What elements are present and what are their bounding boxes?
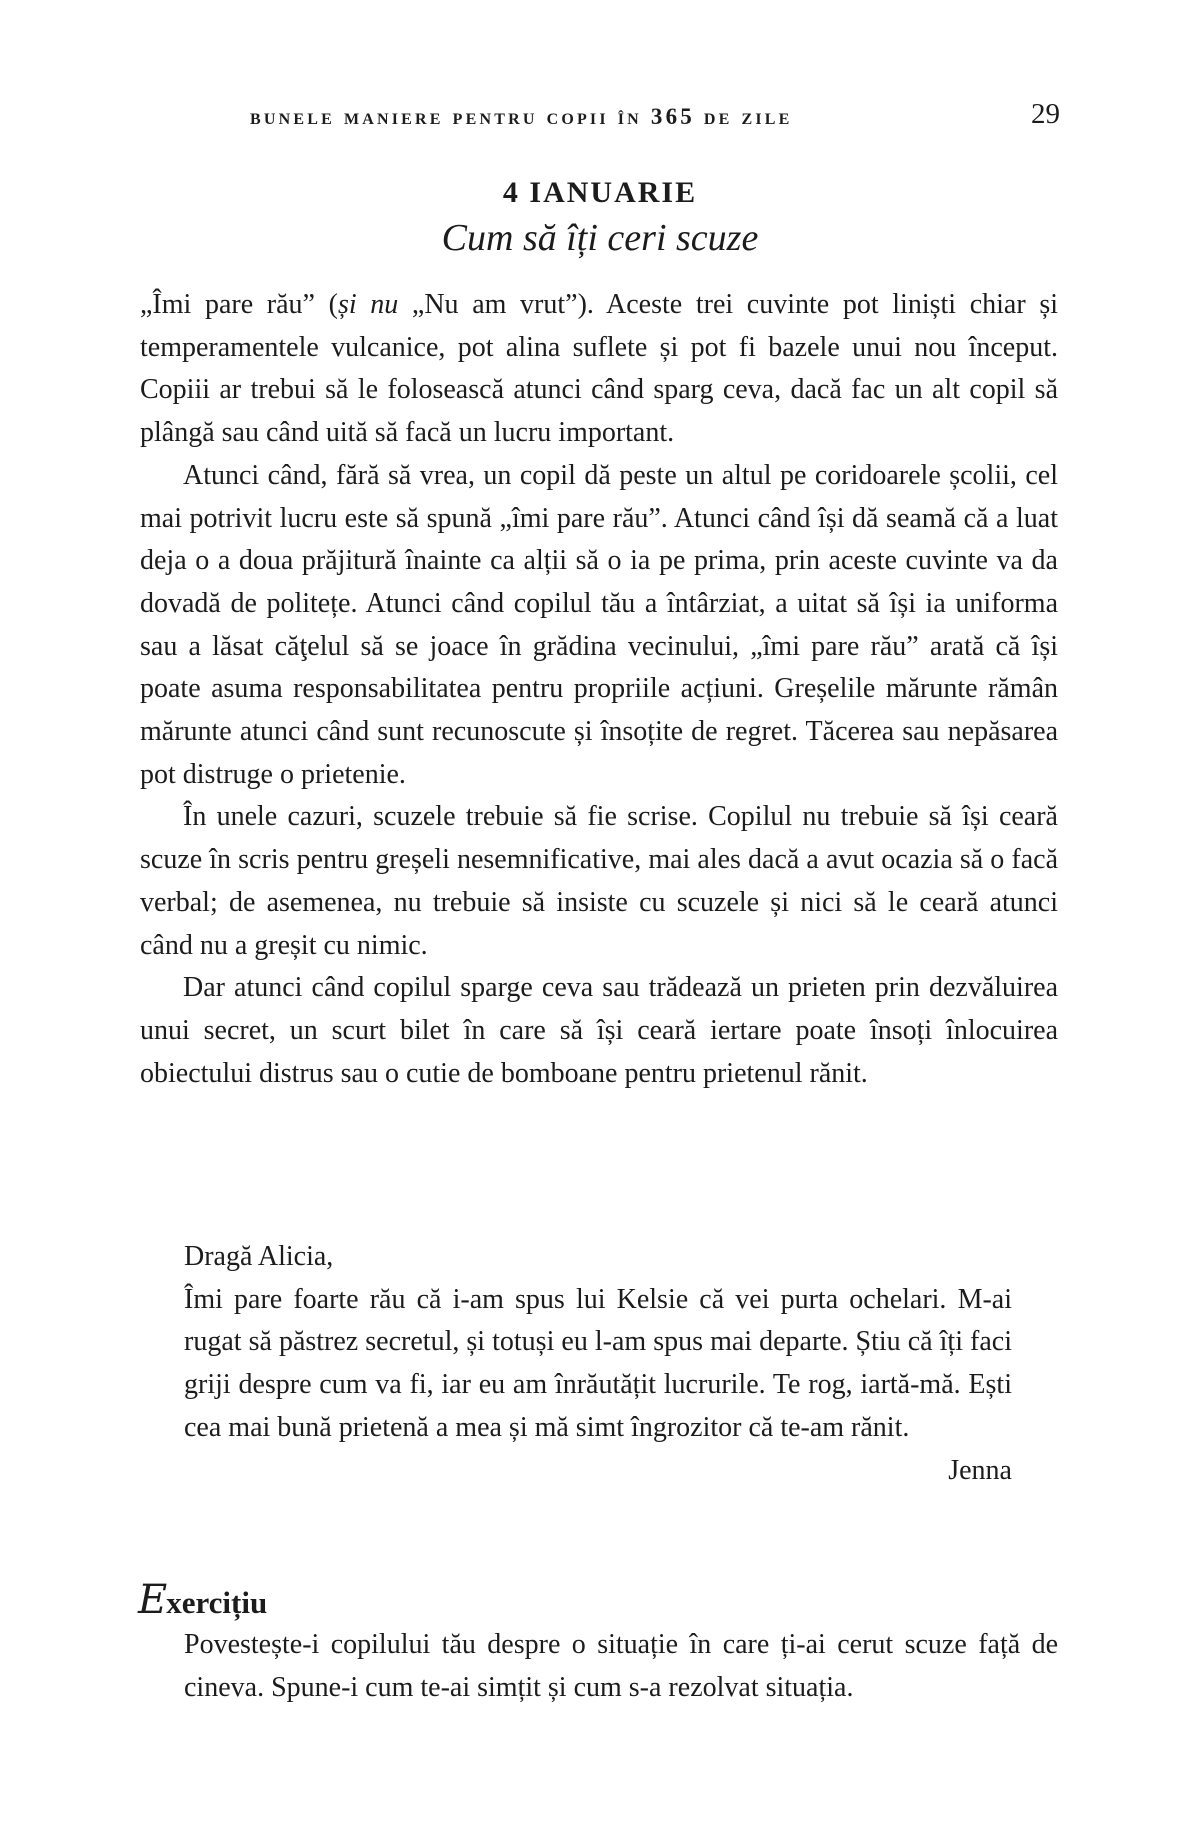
running-header [140,98,1060,138]
exercise-text [184,1624,1058,1709]
entry-title: Cum să îți ceri scuze [441,217,759,259]
sample-letter [184,1236,1012,1492]
paragraph-1-italic: și nu [337,289,399,320]
letter-signature: Jenna [948,1454,1012,1486]
running-title: bunele maniere pentru copii în 365 de zile [250,104,793,129]
paragraph-1-part-2: „Nu am vrut”). Aceste trei cuvinte pot liniști chiar și temperamentele vulcanice, pot alina suflete și pot fi bazele unui nou început. Copiii ar trebui să le folosească atunci când sparg ceva, dacă fac un alt copil să plângă sau când uită să facă un lucru important. [140,289,1058,449]
paragraph-2: Atunci când, fără să vrea, un copil dă peste un altul pe coridoarele școlii, cel mai potrivit lucru este să spună „îmi pare rău”. Atunci când își dă seamă că a luat deja o a doua prăjitură înainte ca alții să o ia pe prima, prin aceste cuvinte va da dovadă de politețe. Atunci când copilul tău a întârziat, a uitat să își ia uniforma sau a lăsat căţelul să se joace în grădina vecinului, „îmi pare rău” arată că își poate asuma responsabilitatea pentru propriile acțiuni. Greșelile mărunte rămân mărunte atunci când sunt recunoscute și însoțite de regret. Tăcerea sau nepăsarea pot distruge o prietenie. [140,459,1058,790]
paragraph-1 [140,284,1058,455]
exercise-heading [138,1577,267,1623]
entry-body [140,284,1058,1095]
page-number: 29 [1031,98,1060,130]
paragraph-3: În unele cazuri, scuzele trebuie să fie scrise. Copilul nu trebuie să își ceară scuze în scris pentru greșeli nesemnificative, mai ales dacă a avut ocazia să o facă verbal; de asemenea, nu trebuie să insiste cu scuzele și nici să le ceară atunci când nu a greșit cu nimic. [140,801,1058,961]
exercise-heading-rest: xercițiu [166,1585,268,1620]
exercise-paragraph: Povestește-i copilului tău despre o situație în care ți-ai cerut scuze față de cineva. Spune-i cum te-ai simțit și cum s-a rezolvat situația. [184,1629,1058,1703]
entry-date: 4 IANUARIE [502,176,698,209]
letter-body: Îmi pare foarte rău că i-am spus lui Kelsie că vei purta ochelari. M-ai rugat să păstrez secretul, și totuși eu l-am spus mai departe. Știu că îți faci griji despre cum va fi, iar eu am înrăutățit lucrurile. Te rog, iartă-mă. Ești cea mai bună prietenă a mea și mă simt îngrozitor că te-am rănit. [184,1283,1012,1443]
paragraph-1-part-1: „Îmi pare rău” ( [140,289,338,320]
letter-salutation: Dragă Alicia, [184,1241,334,1272]
exercise-heading-initial: E [138,1577,167,1623]
paragraph-4: Dar atunci când copilul sparge ceva sau trădează un prieten prin dezvăluirea unui secret, un scurt bilet în care să își ceară iertare poate însoți înlocuirea obiectului distrus sau o cutie de bomboane pentru prietenul rănit. [140,972,1058,1089]
